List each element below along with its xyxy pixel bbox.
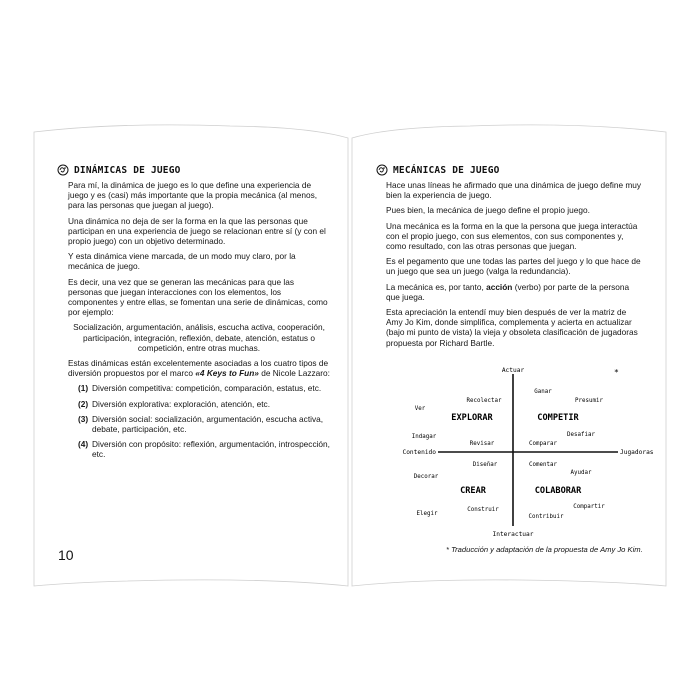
section-heading-mecanicas [376,164,500,176]
paragraph: Es el pegamento que une todas las partes del juego y lo que hace de un juego que sea un juego (valga la redundancia). [386,256,641,277]
diagram-caption: * Traducción y adaptación de la propuesta de Amy Jo Kim. [446,545,643,554]
verb-label: Elegir [416,511,438,517]
paragraph: Una mecánica es la forma en la que la persona que juega interactúa con el propio juego, con sus elementos, con sus componentes y, como resultado, con las otras personas que juegan. [386,220,638,252]
verb-label: Comentar [529,462,557,468]
list-number: (4) [78,439,89,450]
list-text: Diversión explorativa: exploración, atención, etc. [92,398,271,409]
list-number: (3) [78,413,89,424]
list-text: Diversión competitiva: competición, comparación, estatus, etc. [92,383,322,394]
verb-label: Compartir [573,504,605,510]
list-text: Diversión social: socialización, argumentación, escucha activa, debate, participación, etc. [92,413,324,435]
verb-label: Diseñar [472,462,498,468]
quadrant-colaborar: COLABORAR [534,486,582,496]
paragraph: Hace unas líneas he afirmado que una dinámica de juego define muy bien la experiencia de juego. [386,180,642,201]
paragraph: Para mí, la dinámica de juego es lo que define una experiencia de juego y es (casi) más importante que la propia mecánica (al menos, para las personas que juegan al juego). [68,180,318,211]
list-item [78,383,330,393]
verb-label: Construir [467,507,499,513]
paragraph-with-bold [386,282,642,302]
verb-label: Presumir [575,398,603,404]
text-span: de Nicole Lazzaro: [258,368,330,379]
book-spread [30,124,670,586]
list-item [78,414,330,434]
swirl-icon [376,164,388,176]
list-item [78,439,330,459]
fun-types-list [68,383,330,459]
paragraph: Y esta dinámica viene marcada, de un modo muy claro, por la mecánica de juego. [68,251,296,272]
text-span: Estas dinámicas están excelentemente asociadas a los cuatro tipos de diversión propuestos por el marco [68,358,329,379]
right-page [350,124,670,586]
paragraph-with-reference [68,358,330,378]
text-span: La mecánica es, por tanto, [386,281,487,292]
verb-label: Decorar [413,474,439,480]
framework-name: «4 Keys to Fun» [195,368,259,379]
left-body [68,180,330,465]
section-heading-dinamicas [57,164,181,176]
swirl-icon [57,164,69,176]
verb-label: Ganar [534,389,552,395]
verb-label: Contribuir [528,514,564,520]
verb-label: Comparar [529,441,557,447]
heading-text: MECÁNICAS DE JUEGO [393,164,500,176]
verb-label: Ver [414,406,426,412]
axis-label-bottom: Interactuar [492,531,534,538]
axis-label-right: Jugadoras [620,449,654,456]
quadrant-explorar: EXPLORAR [451,413,493,423]
player-matrix-diagram [388,364,654,544]
verb-label: Ayudar [570,470,592,476]
list-text: Diversión con propósito: reflexión, argumentación, introspección, etc. [92,439,330,460]
verb-label: Desafiar [567,432,595,438]
right-body [386,180,642,353]
axis-label-top: Actuar [501,367,525,374]
paragraph: Esta apreciación la entendí muy bien después de ver la matriz de Amy Jo Kim, donde simplifica, complementa y acierta en actualizar (bajo mi punto de vista) la vieja y obsoleta clasificación de jugadoras propuesta por Richard Bartle. [386,307,638,348]
list-number: (2) [78,398,89,409]
text-span: (verbo) por parte de la persona que juega. [386,281,630,302]
paragraph: Es decir, una vez que se generan las mecánicas para que las personas que juegan interacciones con los elementos, los componentes y entre ellas, se fomentan una serie de dinámicas, como por ejemplo: [68,276,328,318]
page-number: 10 [58,547,74,563]
verb-label: Indagar [411,434,437,440]
paragraph: Una dinámica no deja de ser la forma en la que las personas que participan en una experiencia de juego se relacionan entre sí (y con el propio juego) con un objetivo determinado. [68,215,326,247]
asterisk-mark: * [614,368,619,377]
bold-word: acción [486,281,513,292]
list-item [78,399,330,409]
verb-label: Revisar [469,441,495,447]
verb-label: Recolectar [466,398,502,404]
quadrant-crear: CREAR [460,486,486,496]
quadrant-competir: COMPETIR [537,413,579,423]
axis-label-left: Contenido [402,449,436,456]
left-page [30,124,348,586]
paragraph-centered: Socialización, argumentación, análisis, escucha activa, cooperación, participación, integración, reflexión, debate, atención, estatus o competición, entre otras muchas. [73,322,325,353]
paragraph: Pues bien, la mecánica de juego define el propio juego. [386,205,590,216]
heading-text: DINÁMICAS DE JUEGO [74,164,181,176]
list-number: (1) [78,383,89,394]
